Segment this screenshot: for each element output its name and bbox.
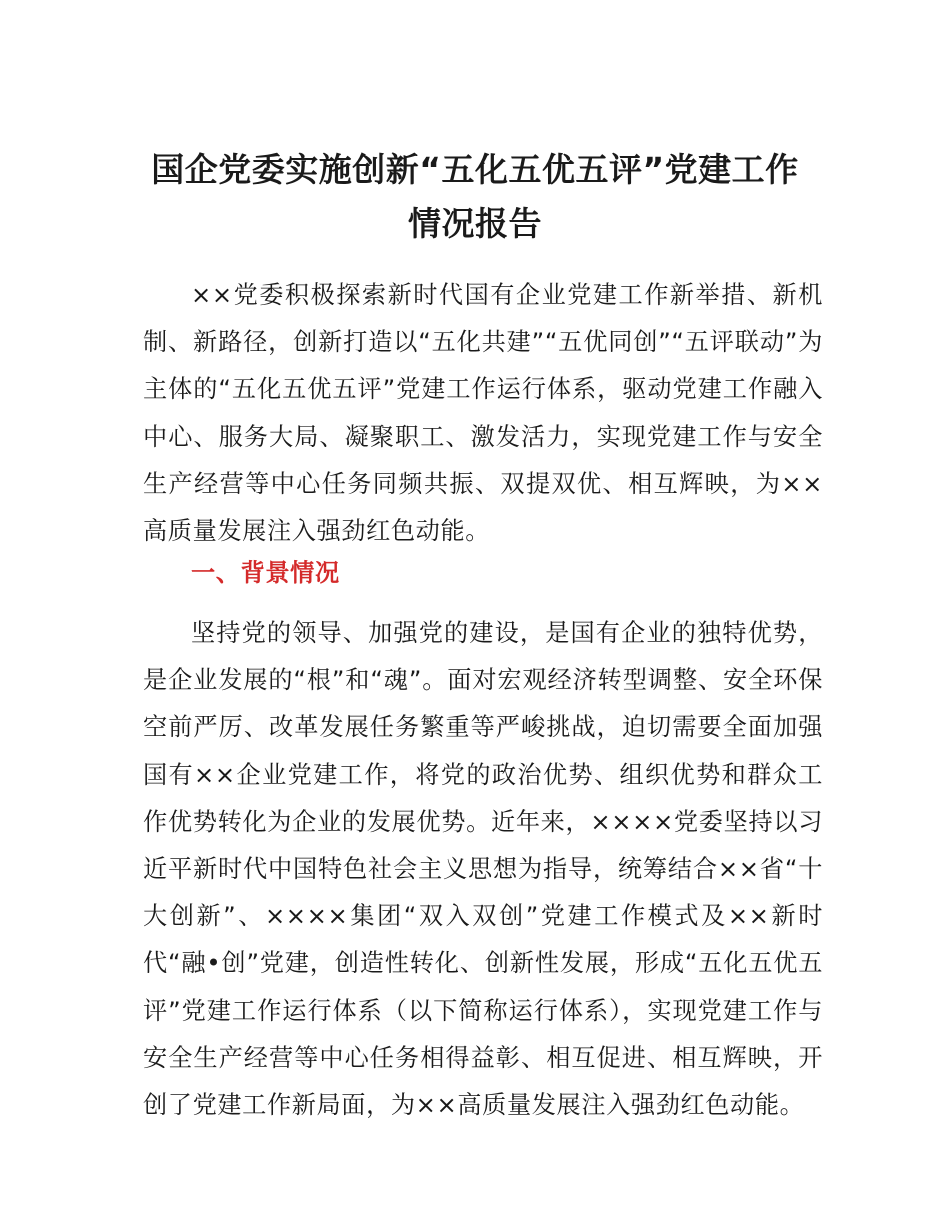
document-title-line-2: 情况报告 — [408, 204, 542, 243]
intro-paragraph: ××党委积极探索新时代国有企业党建工作新举措、新机制、新路径，创新打造以“五化共建”“五优同创”“五评联动”为主体的“五化五优五评”党建工作运行体系，驱动党建工作融入中心、服务大局、凝聚职工、激发活力，实现党建工作与安全生产经营等中心任务同频共振、双提双优、相互辉映，为××高质量发展注入强劲红色动能。 — [143, 281, 823, 546]
background-paragraph: 坚持党的领导、加强党的建设，是国有企业的独特优势，是企业发展的“根”和“魂”。面对宏观经济转型调整、安全环保空前严厉、改革发展任务繁重等严峻挑战，迫切需要全面加强国有××企业党建工作，将党的政治优势、组织优势和群众工作优势转化为企业的发展优势。近年来，××××党委坚持以习近平新时代中国特色社会主义思想为指导，统筹结合××省“十大创新”、××××集团“双入双创”党建工作模式及××新时代“融•创”党建，创造性转化、创新性发展，形成“五化五优五评”党建工作运行体系（以下简称运行体系），实现党建工作与安全生产经营等中心任务相得益彰、相互促进、相互辉映，开创了党建工作新局面，为××高质量发展注入强劲红色动能。 — [143, 619, 823, 1120]
document-title-line-1: 国企党委实施创新“五化五优五评”党建工作 — [151, 150, 799, 189]
section-heading-background: 一、背景情况 — [191, 559, 340, 587]
